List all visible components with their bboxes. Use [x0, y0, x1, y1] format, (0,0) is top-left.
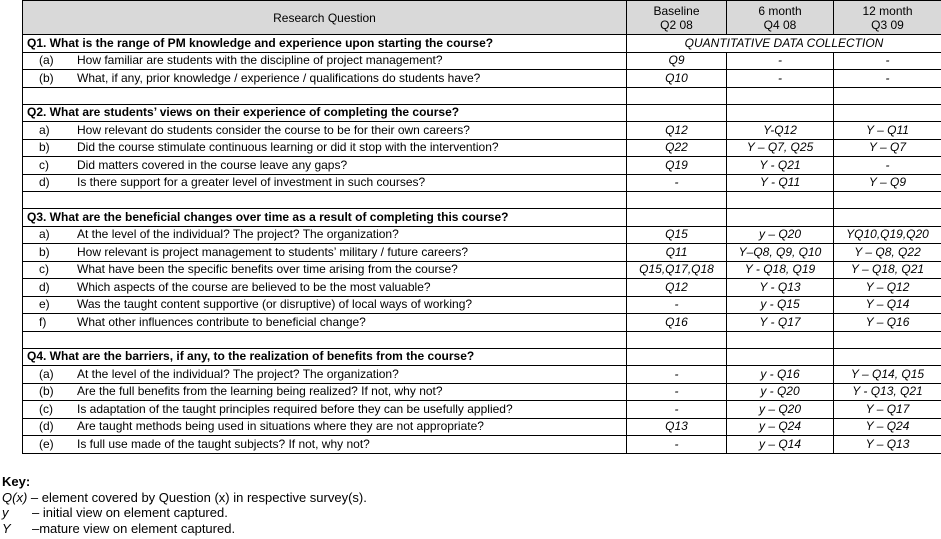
- six-month-cell: y – Q14: [727, 436, 834, 454]
- question-text: Are the full benefits from the learning being realized? If not, why not?: [77, 384, 443, 399]
- question-text: What have been the specific benefits over time arising from the course?: [77, 262, 458, 277]
- question-label: (d): [39, 419, 54, 434]
- twelve-month-cell: Y – Q18, Q21: [834, 261, 941, 279]
- table-row: [23, 226, 941, 244]
- baseline-cell: Q19: [627, 157, 727, 175]
- question-text: How relevant is project management to students’ military / future careers?: [77, 244, 469, 259]
- question-cell: [23, 401, 627, 419]
- question-cell: [23, 244, 627, 262]
- baseline-cell: Q9: [627, 52, 727, 70]
- baseline-cell: Q11: [627, 244, 727, 262]
- table-row: [23, 261, 941, 279]
- question-label: b): [39, 140, 50, 155]
- section-row: [23, 348, 941, 366]
- question-cell: [23, 226, 627, 244]
- empty-cell: [727, 331, 834, 348]
- key-item-qx: Q(x) – element covered by Question (x) in respective survey(s).: [2, 489, 367, 505]
- empty-cell: [23, 331, 627, 348]
- twelve-month-cell: Y – Q17: [834, 401, 941, 419]
- question-label: e): [39, 297, 50, 312]
- question-cell: [23, 296, 627, 314]
- question-label: c): [39, 262, 49, 277]
- question-cell: [23, 314, 627, 332]
- empty-cell: [834, 104, 941, 122]
- empty-cell: [834, 209, 941, 227]
- question-cell: [23, 418, 627, 436]
- baseline-cell: Q22: [627, 139, 727, 157]
- six-month-cell: Y–Q8, Q9, Q10: [727, 244, 834, 262]
- question-label: (e): [39, 436, 54, 451]
- table-row: [23, 70, 941, 88]
- question-label: (a): [39, 366, 54, 381]
- header-12-month: 12 month Q3 09: [834, 1, 941, 35]
- question-text: Is full use made of the taught subjects? If not, why not?: [77, 436, 370, 451]
- empty-cell: [23, 87, 627, 104]
- question-label: (b): [39, 70, 54, 85]
- twelve-month-cell: Y - Q13, Q21: [834, 383, 941, 401]
- six-month-cell: y – Q20: [727, 226, 834, 244]
- empty-cell: [834, 192, 941, 209]
- question-text: Was the taught content supportive (or disruptive) of local ways of working?: [77, 297, 473, 312]
- twelve-month-cell: Y – Q11: [834, 122, 941, 140]
- spacer-row: [23, 331, 941, 348]
- question-text: Are taught methods being used in situations where they are not appropriate?: [77, 419, 484, 434]
- section-span-note: QUANTITATIVE DATA COLLECTION: [627, 35, 941, 53]
- twelve-month-cell: Y – Q7: [834, 139, 941, 157]
- question-text: Which aspects of the course are believed to be the most valuable?: [77, 279, 431, 294]
- six-month-cell: y – Q24: [727, 418, 834, 436]
- six-month-cell: y - Q20: [727, 383, 834, 401]
- table-row: [23, 436, 941, 454]
- baseline-cell: Q16: [627, 314, 727, 332]
- question-cell: [23, 122, 627, 140]
- spacer-row: [23, 192, 941, 209]
- six-month-cell: Y - Q17: [727, 314, 834, 332]
- twelve-month-cell: -: [834, 70, 941, 88]
- question-text: How relevant do students consider the course to be for their own careers?: [77, 122, 470, 137]
- twelve-month-cell: -: [834, 157, 941, 175]
- key-legend: [2, 474, 367, 536]
- question-cell: [23, 52, 627, 70]
- six-month-cell: Y - Q18, Q19: [727, 261, 834, 279]
- question-text: At the level of the individual? The project? The organization?: [77, 227, 399, 242]
- six-month-cell: -: [727, 52, 834, 70]
- question-label: c): [39, 157, 49, 172]
- baseline-cell: -: [627, 383, 727, 401]
- empty-cell: [627, 104, 727, 122]
- question-label: d): [39, 175, 50, 190]
- key-item-initial: y – initial view on element captured.: [2, 505, 228, 520]
- table-row: [23, 366, 941, 384]
- empty-cell: [727, 104, 834, 122]
- question-label: (c): [39, 401, 53, 416]
- key-title: Key:: [2, 474, 31, 489]
- question-cell: [23, 279, 627, 297]
- question-text: How familiar are students with the discipline of project management?: [77, 53, 443, 68]
- question-label: a): [39, 122, 50, 137]
- question-cell: [23, 174, 627, 192]
- baseline-cell: -: [627, 296, 727, 314]
- header-6-month: 6 month Q4 08: [727, 1, 834, 35]
- six-month-cell: y – Q20: [727, 401, 834, 419]
- question-text: Is adaptation of the taught principles required before they can be usefully applied?: [77, 401, 513, 416]
- baseline-cell: -: [627, 366, 727, 384]
- question-label: f): [39, 314, 47, 329]
- baseline-cell: Q15,Q17,Q18: [627, 261, 727, 279]
- table-row: [23, 174, 941, 192]
- empty-cell: [23, 192, 627, 209]
- twelve-month-cell: Y – Q14: [834, 296, 941, 314]
- question-cell: [23, 139, 627, 157]
- question-text: At the level of the individual? The project? The organization?: [77, 366, 399, 381]
- twelve-month-cell: -: [834, 52, 941, 70]
- question-text: What other influences contribute to beneficial change?: [77, 314, 366, 329]
- twelve-month-cell: Y – Q9: [834, 174, 941, 192]
- empty-cell: [834, 87, 941, 104]
- question-cell: [23, 157, 627, 175]
- empty-cell: [627, 348, 727, 366]
- research-question-table: [22, 0, 941, 454]
- twelve-month-cell: Y – Q8, Q22: [834, 244, 941, 262]
- empty-cell: [727, 87, 834, 104]
- twelve-month-cell: Y – Q14, Q15: [834, 366, 941, 384]
- twelve-month-cell: Y – Q24: [834, 418, 941, 436]
- twelve-month-cell: YQ10,Q19,Q20: [834, 226, 941, 244]
- spacer-row: [23, 87, 941, 104]
- table-row: [23, 296, 941, 314]
- question-cell: [23, 261, 627, 279]
- question-label: d): [39, 279, 50, 294]
- table-row: [23, 401, 941, 419]
- baseline-cell: -: [627, 401, 727, 419]
- six-month-cell: -: [727, 70, 834, 88]
- table-row: [23, 314, 941, 332]
- twelve-month-cell: Y – Q12: [834, 279, 941, 297]
- baseline-cell: Q13: [627, 418, 727, 436]
- question-label: a): [39, 227, 50, 242]
- key-item-mature: Y –mature view on element captured.: [2, 520, 236, 536]
- question-cell: [23, 383, 627, 401]
- question-text: Did the course stimulate continuous learning or did it stop with the intervention?: [77, 140, 499, 155]
- six-month-cell: Y – Q7, Q25: [727, 139, 834, 157]
- section-title: Q1. What is the range of PM knowledge and experience upon starting the course?: [23, 35, 627, 53]
- question-text: What, if any, prior knowledge / experience / qualifications do students have?: [77, 70, 481, 85]
- six-month-cell: y - Q15: [727, 296, 834, 314]
- header-research-question: Research Question: [23, 1, 627, 35]
- table-header-row: [23, 1, 941, 35]
- baseline-cell: Q12: [627, 279, 727, 297]
- section-row: [23, 209, 941, 227]
- table-row: [23, 418, 941, 436]
- section-row: [23, 35, 941, 53]
- empty-cell: [727, 348, 834, 366]
- question-text: Is there support for a greater level of investment in such courses?: [77, 175, 426, 190]
- baseline-cell: -: [627, 436, 727, 454]
- six-month-cell: Y-Q12: [727, 122, 834, 140]
- baseline-cell: Q15: [627, 226, 727, 244]
- empty-cell: [627, 209, 727, 227]
- empty-cell: [627, 87, 727, 104]
- table-row: [23, 157, 941, 175]
- section-title: Q3. What are the beneficial changes over time as a result of completing this course?: [23, 209, 627, 227]
- question-cell: [23, 70, 627, 88]
- question-cell: [23, 366, 627, 384]
- question-label: b): [39, 244, 50, 259]
- empty-cell: [727, 192, 834, 209]
- six-month-cell: y - Q16: [727, 366, 834, 384]
- header-baseline: Baseline Q2 08: [627, 1, 727, 35]
- twelve-month-cell: Y – Q13: [834, 436, 941, 454]
- twelve-month-cell: Y – Q16: [834, 314, 941, 332]
- table-row: [23, 52, 941, 70]
- table-row: [23, 139, 941, 157]
- question-label: (a): [39, 53, 54, 68]
- baseline-cell: Q10: [627, 70, 727, 88]
- table-row: [23, 279, 941, 297]
- empty-cell: [727, 209, 834, 227]
- section-row: [23, 104, 941, 122]
- baseline-cell: Q12: [627, 122, 727, 140]
- six-month-cell: Y - Q21: [727, 157, 834, 175]
- empty-cell: [627, 331, 727, 348]
- question-text: Did matters covered in the course leave any gaps?: [77, 157, 348, 172]
- question-label: (b): [39, 384, 54, 399]
- six-month-cell: Y - Q11: [727, 174, 834, 192]
- table-row: [23, 122, 941, 140]
- empty-cell: [834, 331, 941, 348]
- table-row: [23, 383, 941, 401]
- six-month-cell: Y - Q13: [727, 279, 834, 297]
- empty-cell: [627, 192, 727, 209]
- baseline-cell: -: [627, 174, 727, 192]
- empty-cell: [834, 348, 941, 366]
- table-row: [23, 244, 941, 262]
- section-title: Q2. What are students’ views on their experience of completing the course?: [23, 104, 627, 122]
- question-cell: [23, 436, 627, 454]
- section-title: Q4. What are the barriers, if any, to the realization of benefits from the course?: [23, 348, 627, 366]
